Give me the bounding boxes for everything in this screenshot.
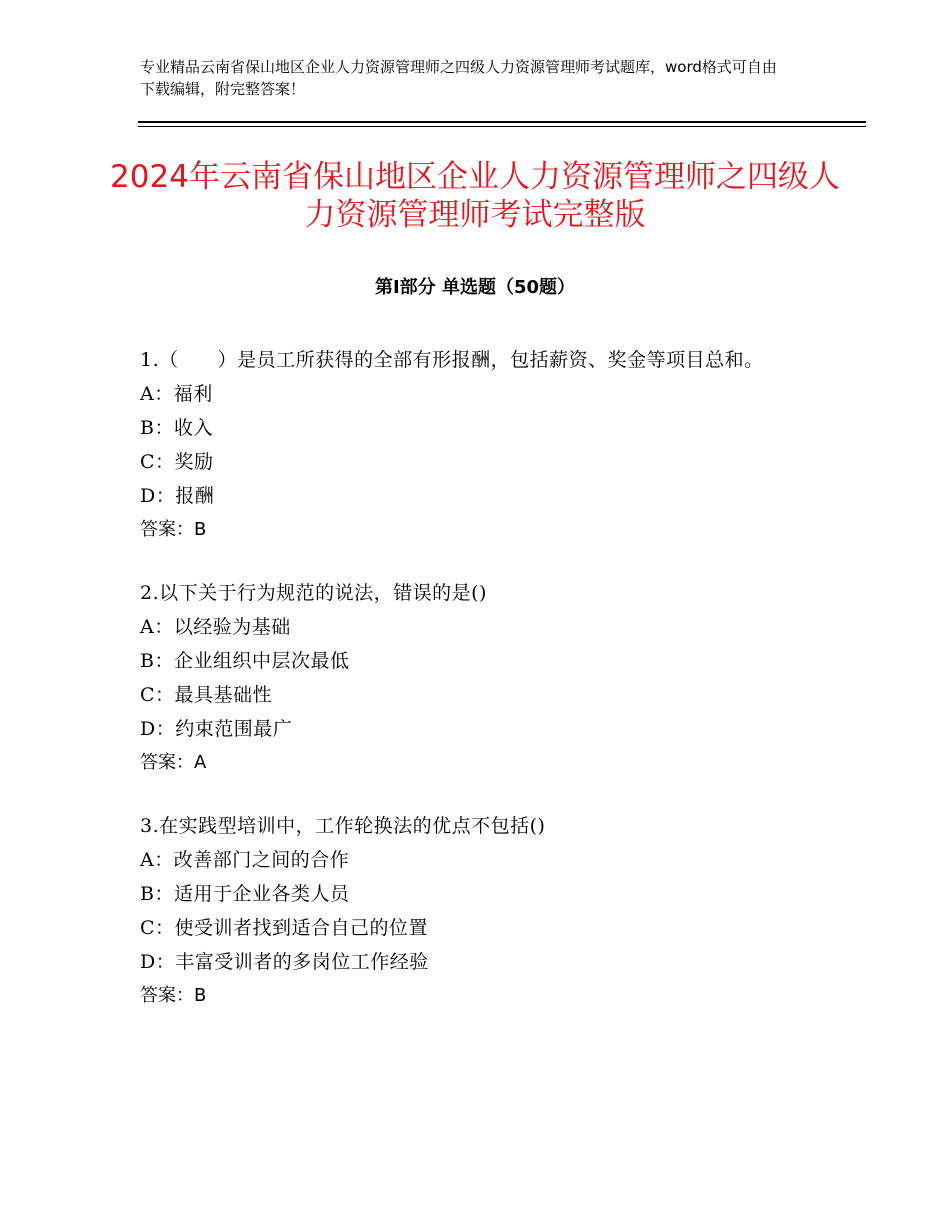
option-c: C：最具基础性	[140, 684, 273, 706]
option-a: A：以经验为基础	[140, 616, 291, 638]
header-note: 专业精品云南省保山地区企业人力资源管理师之四级人力资源管理师考试题库，word格式可自由下载编辑，附完整答案！	[140, 58, 777, 98]
option-b: B：收入	[140, 417, 213, 439]
section-heading: 第Ⅰ部分 单选题（50题）	[374, 277, 575, 298]
header-rule-thick	[138, 121, 866, 123]
question-2	[140, 576, 820, 780]
option-d: D：丰富受训者的多岗位工作经验	[140, 951, 429, 973]
option-a: A：改善部门之间的合作	[140, 849, 350, 871]
option-d: D：约束范围最广	[140, 718, 293, 740]
question-stem: 1.（ ）是员工所获得的全部有形报酬，包括薪资、奖金等项目总和。	[140, 349, 764, 371]
header-rule-thin	[138, 126, 866, 127]
option-d: D：报酬	[140, 485, 215, 507]
answer-line: 答案：B	[140, 985, 207, 1006]
option-c: C：奖励	[140, 451, 214, 473]
question-3	[140, 809, 820, 1013]
answer-line: 答案：B	[140, 519, 207, 540]
question-stem: 3.在实践型培训中，工作轮换法的优点不包括()	[140, 815, 546, 837]
option-c: C：使受训者找到适合自己的位置	[140, 917, 429, 939]
question-stem: 2.以下关于行为规范的说法，错误的是()	[140, 582, 487, 604]
option-b: B：企业组织中层次最低	[140, 650, 350, 672]
option-b: B：适用于企业各类人员	[140, 883, 350, 905]
question-list	[140, 343, 820, 1042]
option-a: A：福利	[140, 383, 213, 405]
question-1	[140, 343, 820, 547]
document-title: 2024年云南省保山地区企业人力资源管理师之四级人力资源管理师考试完整版	[110, 159, 840, 233]
answer-line: 答案：A	[140, 752, 207, 773]
